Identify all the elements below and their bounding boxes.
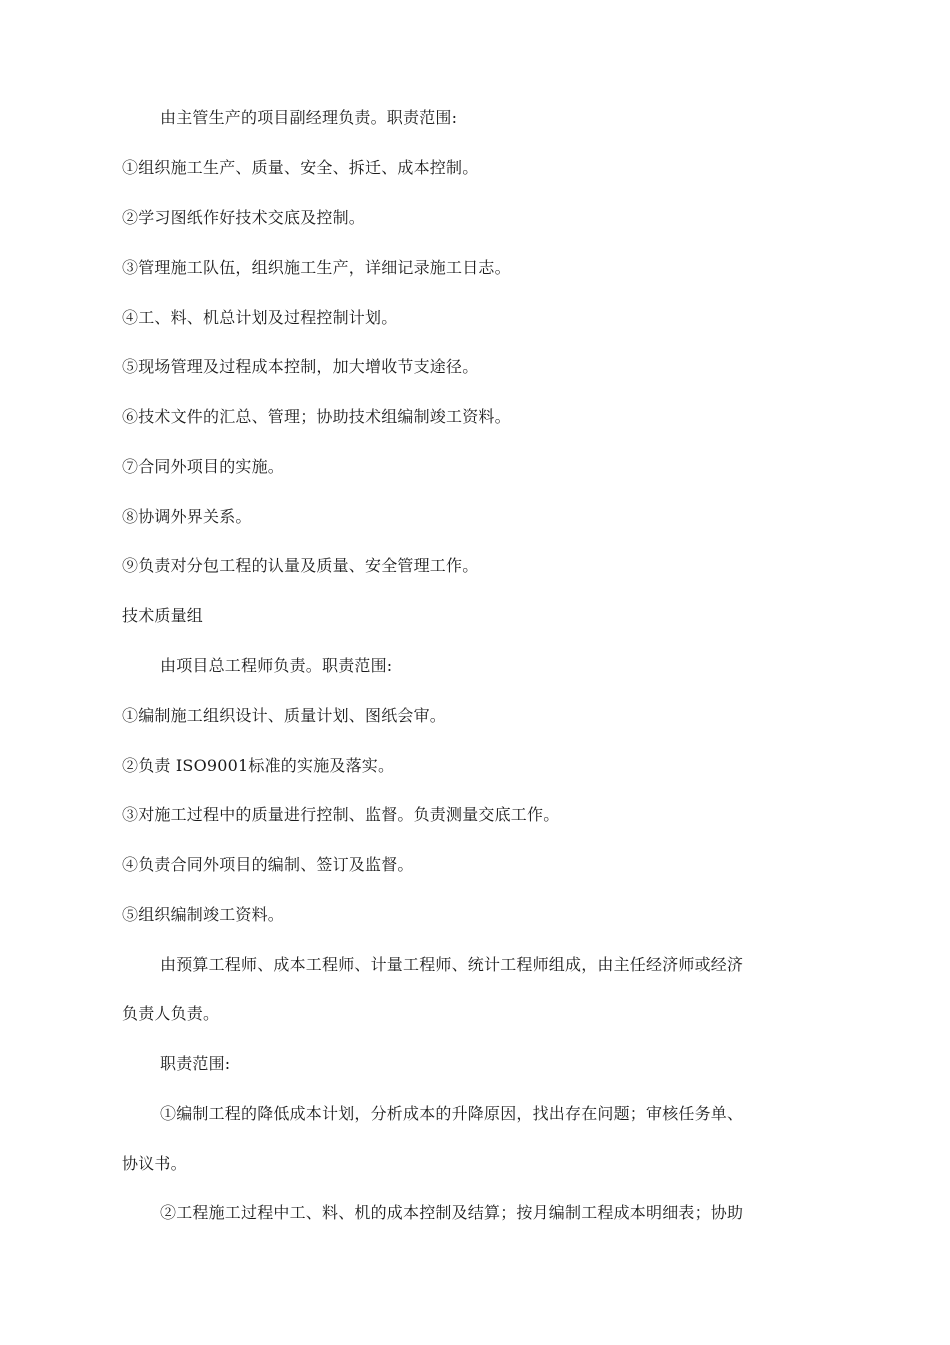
list-item: ①编制施工组织设计、质量计划、图纸会审。 — [122, 706, 447, 725]
list-item: ③管理施工队伍，组织施工生产，详细记录施工日志。 — [122, 258, 511, 277]
list-item: ①编制工程的降低成本计划，分析成本的升降原因，找出存在问题；审核任务单、 — [160, 1104, 744, 1123]
paragraph-intro-production: 由主管生产的项目副经理负责。职责范围: — [160, 108, 458, 127]
list-item: ⑤组织编制竣工资料。 — [122, 905, 285, 924]
paragraph-continuation: 负责人负责。 — [122, 1004, 220, 1023]
paragraph-intro-technical: 由项目总工程师负责。职责范围: — [160, 656, 393, 675]
list-item: ⑤现场管理及过程成本控制，加大增收节支途径。 — [122, 357, 479, 376]
paragraph-continuation: 协议书。 — [122, 1154, 187, 1173]
paragraph-scope-label: 职责范围: — [160, 1054, 231, 1073]
list-item: ④工、料、机总计划及过程控制计划。 — [122, 308, 398, 327]
list-item: ⑧协调外界关系。 — [122, 507, 252, 526]
list-item: ③对施工过程中的质量进行控制、监督。负责测量交底工作。 — [122, 805, 560, 824]
list-item: ④负责合同外项目的编制、签订及监督。 — [122, 855, 414, 874]
section-heading: 技术质量组 — [122, 606, 204, 625]
list-item: ⑨负责对分包工程的认量及质量、安全管理工作。 — [122, 556, 479, 575]
list-item: ②负责 ISO9001标准的实施及落实。 — [122, 756, 395, 775]
paragraph-economic-group: 由预算工程师、成本工程师、计量工程师、统计工程师组成，由主任经济师或经济 — [160, 955, 744, 974]
list-item: ⑥技术文件的汇总、管理；协助技术组编制竣工资料。 — [122, 407, 511, 426]
list-item: ②学习图纸作好技术交底及控制。 — [122, 208, 366, 227]
list-item: ⑦合同外项目的实施。 — [122, 457, 285, 476]
list-item: ①组织施工生产、质量、安全、拆迁、成本控制。 — [122, 158, 479, 177]
list-item: ②工程施工过程中工、料、机的成本控制及结算；按月编制工程成本明细表；协助 — [160, 1203, 744, 1222]
